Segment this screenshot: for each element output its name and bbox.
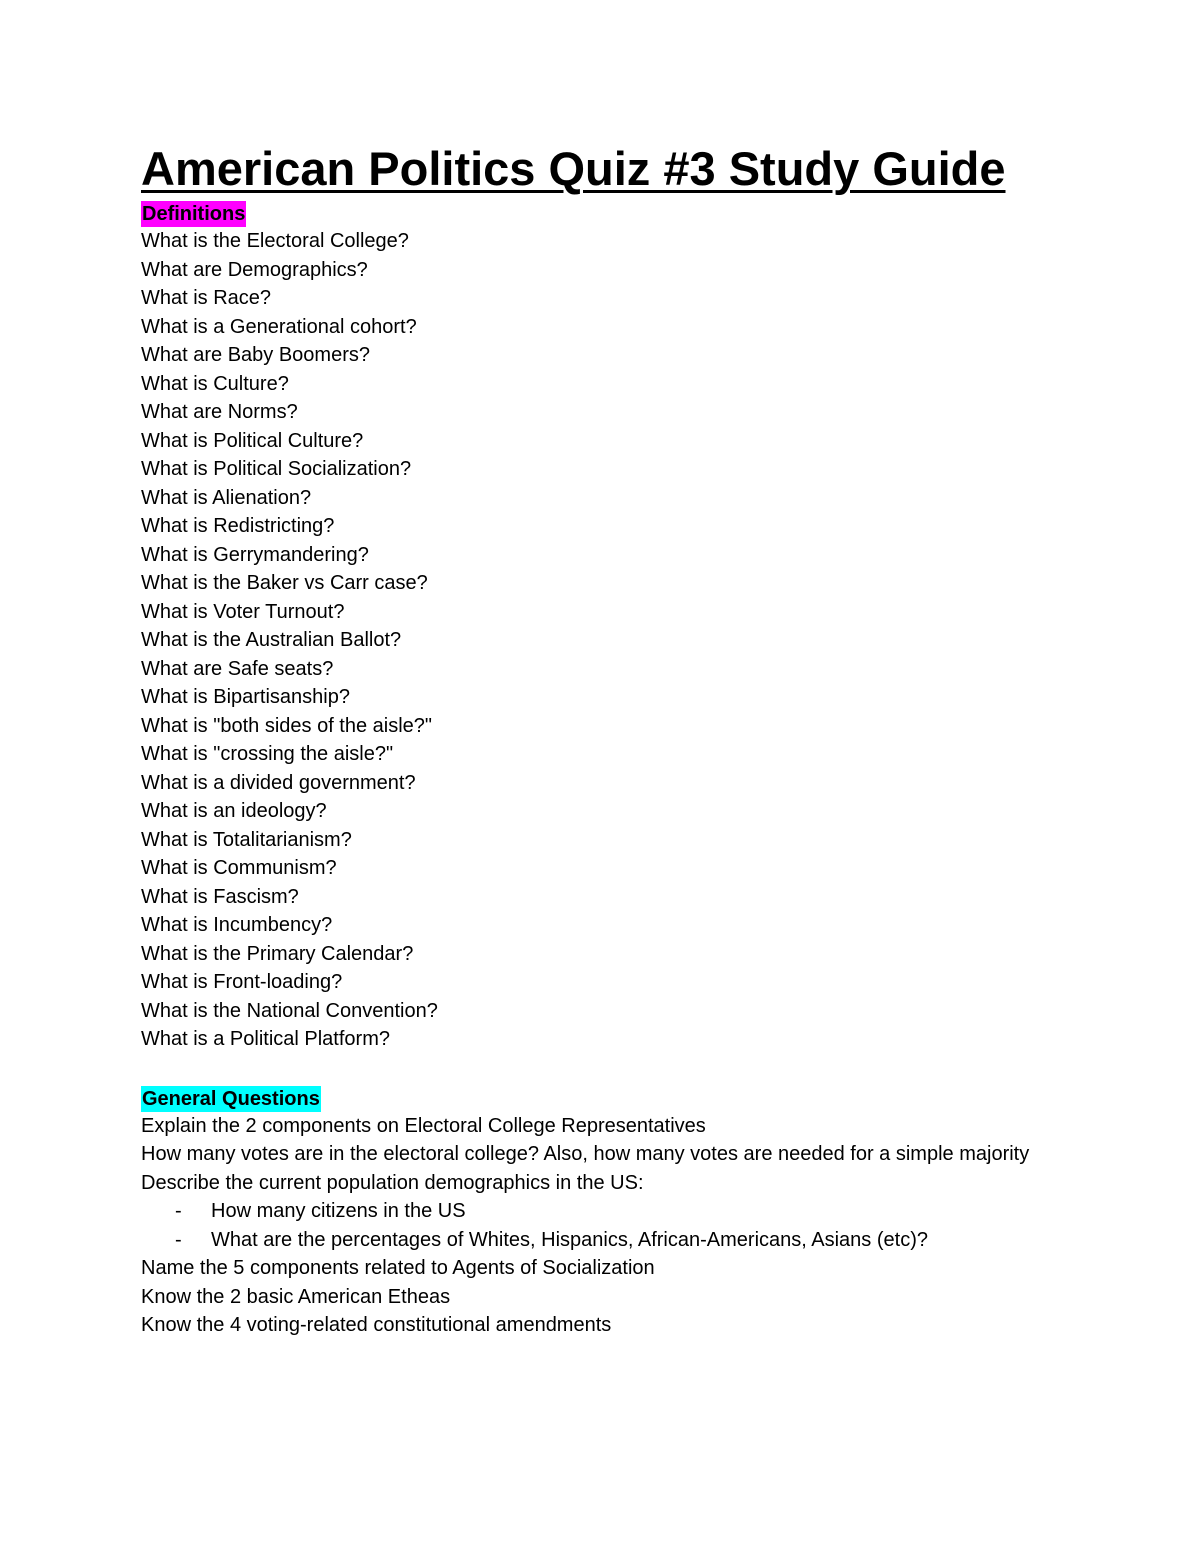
- demographics-subitem: [141, 1197, 1041, 1226]
- definition-item: What is Alienation?: [141, 486, 312, 509]
- definition-item: What is Communism?: [141, 857, 337, 879]
- definition-item: What is Political Culture?: [141, 429, 364, 452]
- definition-item: What is "both sides of the aisle?": [141, 714, 433, 737]
- definition-item: What are Safe seats?: [141, 657, 334, 680]
- document-page: [141, 140, 1041, 1340]
- definition-item: What is an ideology?: [141, 800, 327, 822]
- definition-item: What is Redistricting?: [141, 515, 335, 537]
- definition-item: What is the Primary Calendar?: [141, 942, 414, 965]
- question-voting-amendments: Know the 4 voting-related constitutional amendments: [141, 1314, 612, 1336]
- question-american-etheas: Know the 2 basic American Etheas: [141, 1285, 451, 1308]
- definitions-section: [141, 198, 1041, 1054]
- definition-item: What is the Baker vs Carr case?: [141, 572, 428, 594]
- definition-item: What is a divided government?: [141, 771, 416, 794]
- demographics-subitem: [141, 1226, 1041, 1255]
- dash-bullet: -: [175, 1228, 182, 1251]
- subitem-text: What are the percentages of Whites, Hispanics, African-Americans, Asians (etc)?: [211, 1228, 928, 1251]
- document-title: American Politics Quiz #3 Study Guide: [141, 142, 1006, 195]
- question-electoral-components: Explain the 2 components on Electoral College Representatives: [141, 1114, 706, 1137]
- definition-item: What are Baby Boomers?: [141, 344, 370, 366]
- question-electoral-votes: How many votes are in the electoral college? Also, how many votes are needed for a simple majority: [141, 1143, 1030, 1165]
- dash-bullet: -: [175, 1200, 182, 1222]
- demographics-sublist: [141, 1197, 1041, 1254]
- definition-item: What is Front-loading?: [141, 971, 343, 993]
- question-demographics: Describe the current population demographics in the US:: [141, 1171, 644, 1194]
- definition-item: What is Race?: [141, 287, 272, 309]
- definition-item: What is Gerrymandering?: [141, 543, 369, 566]
- definition-item: What is Bipartisanship?: [141, 686, 350, 708]
- definition-item: What is Culture?: [141, 372, 289, 395]
- definition-item: What is the National Convention?: [141, 999, 438, 1022]
- definition-item: What is Fascism?: [141, 885, 299, 908]
- general-questions-heading: General Questions: [142, 1087, 320, 1110]
- definition-item: What is a Generational cohort?: [141, 315, 417, 338]
- definition-item: What is "crossing the aisle?": [141, 743, 394, 765]
- definition-item: What is a Political Platform?: [141, 1028, 390, 1050]
- definition-item: What is the Electoral College?: [141, 230, 409, 252]
- subitem-text: How many citizens in the US: [211, 1200, 466, 1222]
- general-questions-section: [141, 1083, 1041, 1340]
- definition-item: What is the Australian Ballot?: [141, 629, 402, 651]
- question-agents-of-socialization: Name the 5 components related to Agents of Socialization: [141, 1257, 655, 1279]
- definition-item: What is Incumbency?: [141, 914, 333, 936]
- definition-item: What is Totalitarianism?: [141, 828, 352, 851]
- definition-item: What is Voter Turnout?: [141, 600, 345, 623]
- definition-item: What is Political Socialization?: [141, 458, 412, 480]
- section-spacer: [141, 1054, 1041, 1083]
- definition-item: What are Demographics?: [141, 258, 368, 281]
- definitions-heading: Definitions: [142, 203, 246, 225]
- definitions-list: [141, 227, 1041, 1054]
- definition-item: What are Norms?: [141, 401, 298, 423]
